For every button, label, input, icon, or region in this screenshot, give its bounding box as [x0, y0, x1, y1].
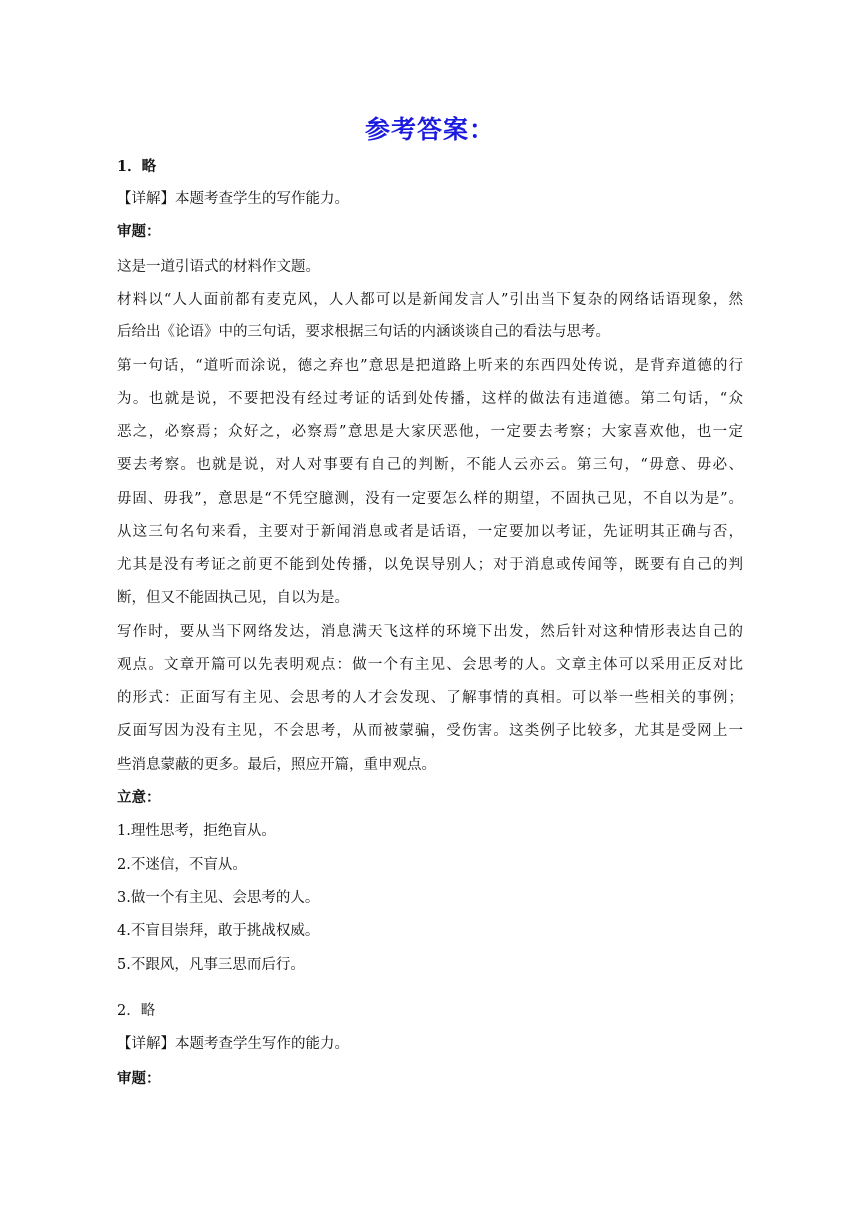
- text-line: 要去考察。也就是说，对人对事要有自己的判断，不能人云亦云。第三句，“毋意、毋必、: [117, 457, 743, 473]
- theme-item: 5.不跟风，凡事三思而后行。: [117, 957, 305, 973]
- q2-number: 2．略: [117, 1003, 156, 1019]
- text-line: 为。也就是说，不要把没有经过考证的话到处传播，这样的做法有违道德。第二句话，“众: [117, 391, 743, 407]
- text-line: 材料以“人人面前都有麦克风，人人都可以是新闻发言人”引出当下复杂的网络话语现象，然: [117, 292, 743, 308]
- text-line: 些消息蒙蔽的更多。最后，照应开篇，重申观点。: [117, 757, 436, 773]
- text-line: 反面写因为没有主见，不会思考，从而被蒙骗，受伤害。这类例子比较多，尤其是受网上一: [117, 723, 743, 739]
- text-line: 断，但又不能固执己见，自以为是。: [117, 590, 349, 606]
- text-line: 观点。文章开篇可以先表明观点：做一个有主见、会思考的人。文章主体可以采用正反对比: [117, 657, 743, 673]
- text-line: 尤其是没有考证之前更不能到处传播，以免误导别人；对于消息或传闻等，既要有自己的判: [117, 557, 743, 573]
- text-line: 的形式：正面写有主见、会思考的人才会发现、了解事情的真相。可以举一些相关的事例；: [117, 690, 743, 706]
- text-line: 写作时，要从当下网络发达，消息满天飞这样的环境下出发，然后针对这种情形表达自己的: [117, 624, 743, 640]
- text-line: 后给出《论语》中的三句话，要求根据三句话的内涵谈谈自己的看法与思考。: [117, 324, 610, 340]
- theme-item: 1.理性思考，拒绝盲从。: [117, 823, 276, 839]
- theme-item: 4.不盲目崇拜，敢于挑战权威。: [117, 923, 320, 939]
- q1-detail: 【详解】本题考查学生的写作能力。: [117, 191, 349, 207]
- theme-heading: 立意：: [117, 789, 161, 806]
- q1-analysis-heading: 审题：: [117, 223, 161, 240]
- text-line: 这是一道引语式的材料作文题。: [117, 259, 320, 275]
- text-line: 第一句话，“道听而涂说，德之弃也”意思是把道路上听来的东西四处传说，是背弃道德的行: [117, 358, 743, 374]
- q2-analysis-heading: 审题：: [117, 1070, 161, 1087]
- q2-detail: 【详解】本题考查学生写作的能力。: [117, 1036, 349, 1052]
- text-line: 恶之，必察焉；众好之，必察焉”意思是大家厌恶他，一定要去考察；大家喜欢他，也一定: [117, 424, 743, 440]
- q1-number: 1．略: [117, 158, 157, 175]
- theme-item: 2.不迷信，不盲从。: [117, 857, 247, 873]
- text-line: 从这三句名句来看，主要对于新闻消息或者是话语，一定要加以考证，先证明其正确与否，: [117, 524, 743, 540]
- text-line: 毋固、毋我”，意思是“不凭空臆测，没有一定要怎么样的期望，不固执己见，不自以为是”。: [117, 491, 743, 507]
- theme-item: 3.做一个有主见、会思考的人。: [117, 890, 320, 906]
- answer-title: 参考答案：: [364, 115, 495, 144]
